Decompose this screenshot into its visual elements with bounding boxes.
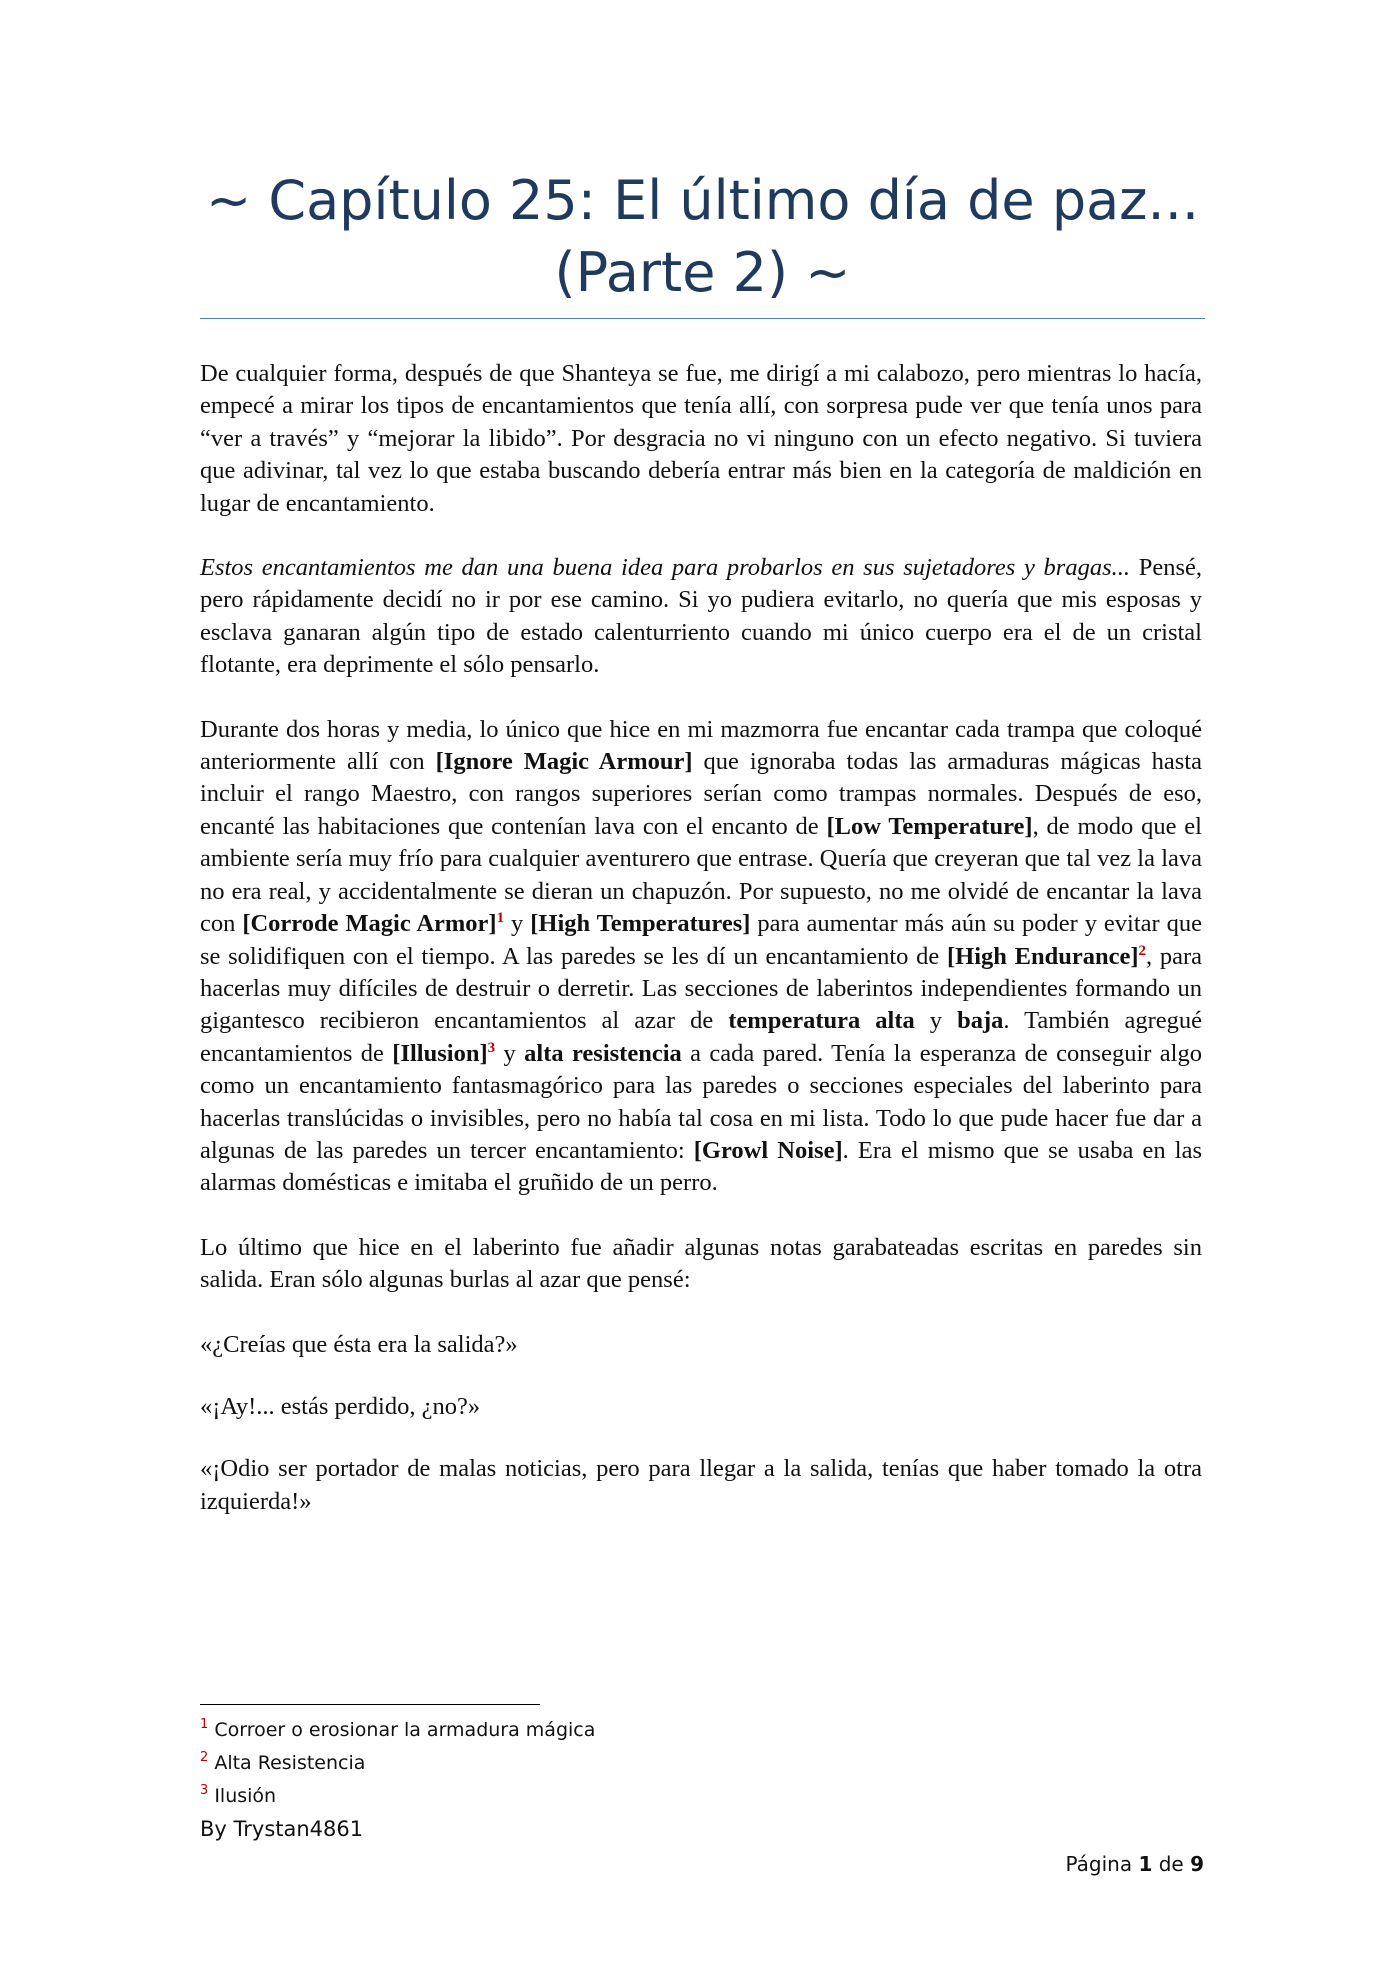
- title-line-1: ~ Capítulo 25: El último día de paz...: [205, 169, 1200, 232]
- footnote-text: Alta Resistencia: [208, 1752, 366, 1774]
- text-run: y: [914, 1007, 958, 1035]
- footnote-2: [200, 1747, 900, 1780]
- paragraph-2-rest: Pensé, pero rápidamente decidí no ir por ese camino. Si yo pudiera evitarlo, no quería que mis esposas y esclava ganaran algún tipo de estado calenturriento cuando mi único cuerpo era el de un cristal flotante, era deprimente el sólo pensarlo.: [200, 554, 1202, 679]
- text-run: y: [495, 1039, 525, 1067]
- footnote-3: [200, 1780, 900, 1813]
- text-run: Durante dos horas y media, lo único que hice en mi mazmorra fue encantar cada trampa que coloqué anteriormente allí con: [200, 715, 1202, 776]
- footnote-number: 3: [200, 1783, 209, 1798]
- text-run: que ignoraba todas las armaduras mágicas hasta incluir el rango Maestro, con rangos superiores serían como trampas normales. Después de eso, encanté las habitaciones que contenían lava con el encanto de: [200, 748, 1202, 840]
- page-current: 1: [1138, 1852, 1153, 1876]
- text-run: y: [504, 910, 531, 938]
- footnote-separator: [200, 1704, 540, 1705]
- footnotes: [200, 1714, 900, 1813]
- page-number: [1065, 1852, 1204, 1876]
- enchant-ignore-magic-armour: [Ignore Magic Armour]: [435, 748, 693, 776]
- paragraph-2: [200, 552, 1202, 682]
- footnote-text: Ilusión: [208, 1785, 277, 1807]
- footnote-ref-2[interactable]: 2: [1138, 942, 1146, 959]
- text-run: para aumentar más aún su poder y evitar que se solidifiquen con el tiempo. A las paredes se les dí un encantamiento de: [200, 910, 1203, 970]
- bold-temperatura-alta: temperatura alta: [728, 1007, 915, 1035]
- footnote-number: 2: [200, 1750, 209, 1765]
- chapter-title: [200, 165, 1205, 309]
- enchant-growl-noise: [Growl Noise]: [693, 1136, 843, 1164]
- paragraph-1: De cualquier forma, después de que Shanteya se fue, me dirigí a mi calabozo, pero mientras lo hacía, empecé a mirar los tipos de encantamientos que tenía allí, con sorpresa pude ver que tenía unos para “ver a través” y “mejorar la libido”. Por desgracia no vi ninguno con un efecto negativo. Si tuviera que adivinar, tal vez lo que estaba buscando debería entrar más bien en la categoría de maldición en lugar de encantamiento.: [200, 360, 1202, 517]
- footnote-1: [200, 1714, 900, 1747]
- enchant-illusion: [Illusion]: [392, 1039, 488, 1067]
- enchant-high-temperatures: [High Temperatures]: [530, 910, 751, 938]
- page-label: Página: [1065, 1852, 1139, 1876]
- text-run: a cada pared. Tenía la esperanza de conseguir algo como un encantamiento fantasmagórico para las paredes o secciones especiales del laberinto para hacerlas translúcidas o invisibles, pero no había tal cosa en mi lista. Todo lo que pude hacer fue dar a algunas de las paredes un tercer encantamiento:: [200, 1039, 1202, 1164]
- footnote-text: Corroer o erosionar la armadura mágica: [208, 1719, 596, 1741]
- footnote-ref-3[interactable]: 3: [487, 1039, 496, 1056]
- title-line-2: (Parte 2) ~: [554, 241, 851, 304]
- quote-1: «¿Creías que ésta era la salida?»: [200, 1330, 518, 1358]
- page-total: 9: [1190, 1852, 1204, 1876]
- footnote-ref-1[interactable]: 1: [496, 910, 505, 927]
- text-run: , para hacerlas muy difíciles de destruir o derretir. Las secciones de laberintos independientes formando un gigantesco recibieron encantamientos al azar de: [200, 942, 1202, 1035]
- page-separator: de: [1152, 1852, 1191, 1876]
- text-run: . Era el mismo que se usaba en las alarmas domésticas e imitaba el gruñido de un perro.: [200, 1136, 1203, 1197]
- text-run: , de modo que el ambiente sería muy frío para cualquier aventurero que entrase. Quería que creyeran que tal vez la lava no era real, y accidentalmente se dieran un chapuzón. Por supuesto, no me olvidé de encantar la lava con: [200, 812, 1202, 938]
- author-credit: By Trystan4861: [200, 1817, 364, 1841]
- title-underline: [200, 318, 1205, 319]
- bold-alta-resistencia: alta resistencia: [524, 1039, 682, 1067]
- enchant-high-endurance: [High Endurance]: [946, 942, 1139, 970]
- quote-3: «¡Odio ser portador de malas noticias, pero para llegar a la salida, tenías que haber tomado la otra izquierda!»: [200, 1455, 1202, 1515]
- paragraph-3: [200, 714, 1202, 1200]
- quote-2: «¡Ay!... estás perdido, ¿no?»: [200, 1392, 481, 1420]
- body-text: [200, 358, 1202, 1550]
- bold-baja: baja: [957, 1007, 1004, 1035]
- paragraph-4: Lo último que hice en el laberinto fue añadir algunas notas garabateadas escritas en paredes sin salida. Eran sólo algunas burlas al azar que pensé:: [200, 1233, 1202, 1294]
- enchant-low-temperature: [Low Temperature]: [826, 812, 1033, 840]
- italic-thought: Estos encantamientos me dan una buena idea para probarlos en sus sujetadores y bragas...: [200, 554, 1130, 582]
- footnote-number: 1: [200, 1717, 209, 1732]
- text-run: . También agregué encantamientos de: [200, 1007, 1203, 1067]
- enchant-corrode-magic-armor: [Corrode Magic Armor]: [242, 910, 497, 938]
